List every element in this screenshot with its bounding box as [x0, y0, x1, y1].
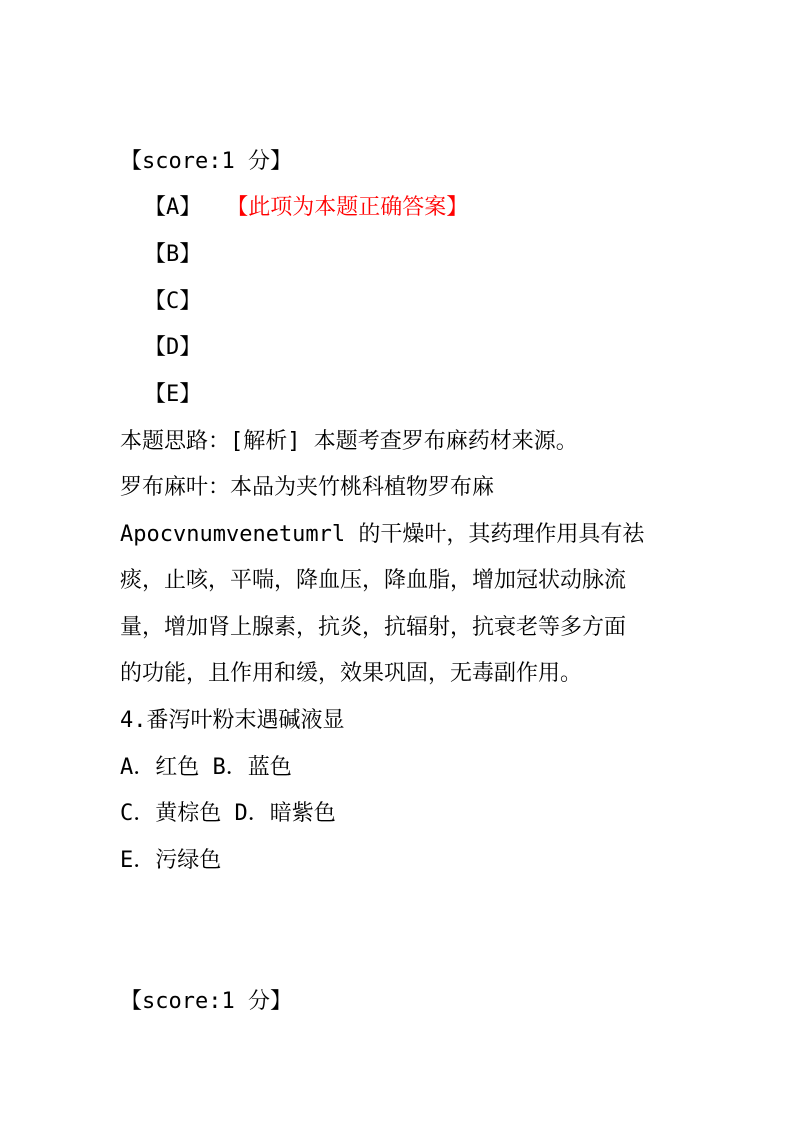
question4-score: 【score:1 分】 [120, 989, 292, 1014]
question4-choice-line: A．红色 B．蓝色 [120, 755, 292, 780]
analysis-line: 的功能，且作用和缓，效果巩固，无毒副作用。 [120, 661, 583, 686]
analysis-line: Apocvnumvenetumrl 的干燥叶，其药理作用具有祛 [120, 522, 645, 547]
question4-stem: 4.番泻叶粉末遇碱液显 [120, 708, 345, 733]
analysis-line: 痰，止咳，平喘，降血压，降血脂，增加冠状动脉流 [120, 568, 627, 593]
analysis-line: 量，增加肾上腺素，抗炎，抗辐射，抗衰老等多方面 [120, 615, 627, 640]
option-b: 【B】 [144, 242, 202, 267]
question4-choice-line: E．污绿色 [120, 848, 222, 873]
option-a [144, 194, 468, 222]
question3-score: 【score:1 分】 [120, 149, 292, 174]
option-e: 【E】 [144, 382, 202, 407]
question4-choice-line: C．黄棕色 D．暗紫色 [120, 801, 336, 826]
analysis-line: 罗布麻叶：本品为夹竹桃科植物罗布麻 [120, 475, 495, 500]
option-c: 【C】 [144, 289, 202, 314]
option-a-label: 【A】 [144, 195, 202, 220]
analysis-line: 本题思路：[解析] 本题考查罗布麻药材来源。 [120, 429, 578, 454]
correct-answer-note: 【此项为本题正确答案】 [237, 195, 469, 220]
option-d: 【D】 [144, 335, 202, 360]
